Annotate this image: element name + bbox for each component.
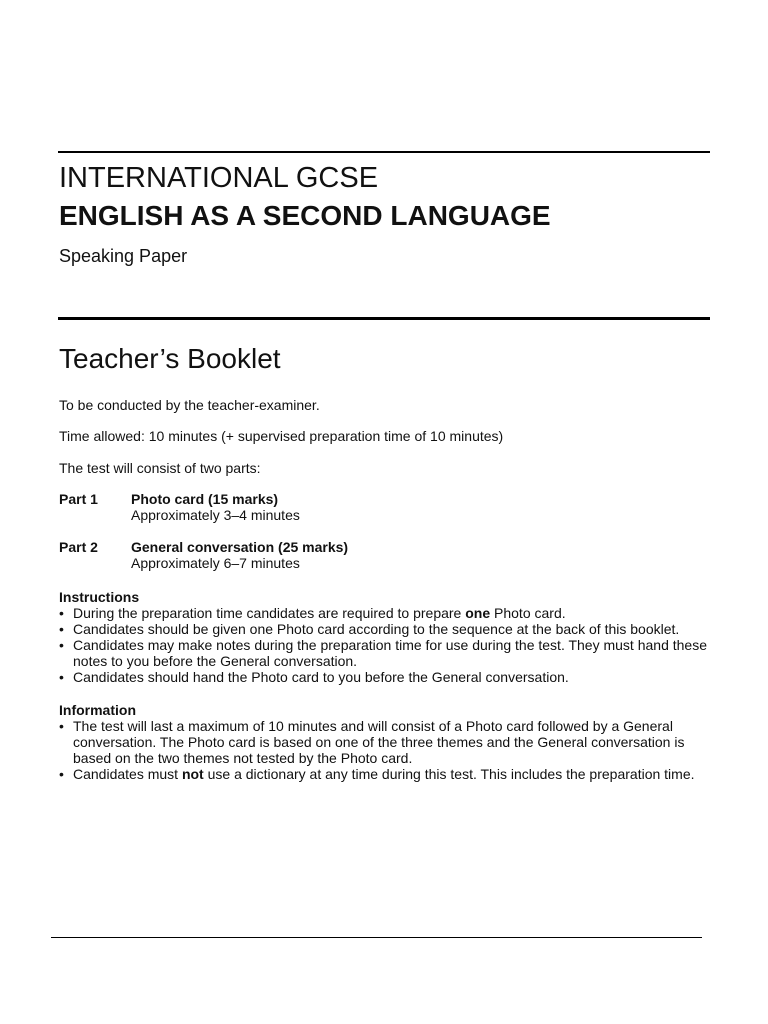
- instructions-heading: Instructions: [59, 589, 140, 605]
- information-section: [59, 702, 709, 782]
- list-item: • Candidates should be given one Photo card according to the sequence at the back of this booklet.: [59, 621, 680, 637]
- footer-rule: [51, 937, 702, 938]
- part-title: Photo card (15 marks): [131, 491, 279, 507]
- top-rule: [58, 151, 710, 153]
- paper-name: Speaking Paper: [59, 246, 188, 266]
- bullet-icon: •: [59, 766, 64, 782]
- instructions-list: [59, 605, 709, 685]
- part-2: [59, 539, 699, 571]
- information-list: [59, 718, 709, 782]
- qualification-title: INTERNATIONAL GCSE: [59, 162, 379, 194]
- bullet-icon: •: [59, 718, 64, 734]
- instructions-section: [59, 589, 709, 685]
- part-label: Part 1: [59, 491, 98, 507]
- time-allowed: Time allowed: 10 minutes (+ supervised preparation time of 10 minutes): [59, 428, 504, 444]
- list-item: • Candidates may make notes during the preparation time for use during the test. They must hand these notes to you before the General conversation.: [59, 637, 707, 669]
- part-duration: Approximately 6–7 minutes: [131, 555, 300, 571]
- bullet-icon: •: [59, 637, 64, 653]
- part-title: General conversation (25 marks): [131, 539, 349, 555]
- bullet-icon: •: [59, 621, 64, 637]
- bullet-icon: •: [59, 669, 64, 685]
- test-consist-note: The test will consist of two parts:: [59, 460, 261, 476]
- list-item: • Candidates should hand the Photo card to you before the General conversation.: [59, 669, 569, 685]
- booklet-title: Teacher’s Booklet: [59, 343, 281, 374]
- part-duration: Approximately 3–4 minutes: [131, 507, 300, 523]
- conducted-note: To be conducted by the teacher-examiner.: [59, 397, 320, 413]
- information-heading: Information: [59, 702, 136, 718]
- list-item: • Candidates must not use a dictionary at any time during this test. This includes the preparation time.: [59, 766, 695, 782]
- part-1: [59, 491, 699, 523]
- list-item: • During the preparation time candidates are required to prepare one Photo card.: [59, 605, 566, 621]
- section-rule: [58, 317, 710, 320]
- list-item: • The test will last a maximum of 10 minutes and will consist of a Photo card followed by a General conversation. The Photo card is based on one of the three themes and the General conversation is based on the two themes not tested by the Photo card.: [59, 718, 685, 766]
- bullet-icon: •: [59, 605, 64, 621]
- subject-title: ENGLISH AS A SECOND LANGUAGE: [59, 200, 551, 231]
- part-label: Part 2: [59, 539, 98, 555]
